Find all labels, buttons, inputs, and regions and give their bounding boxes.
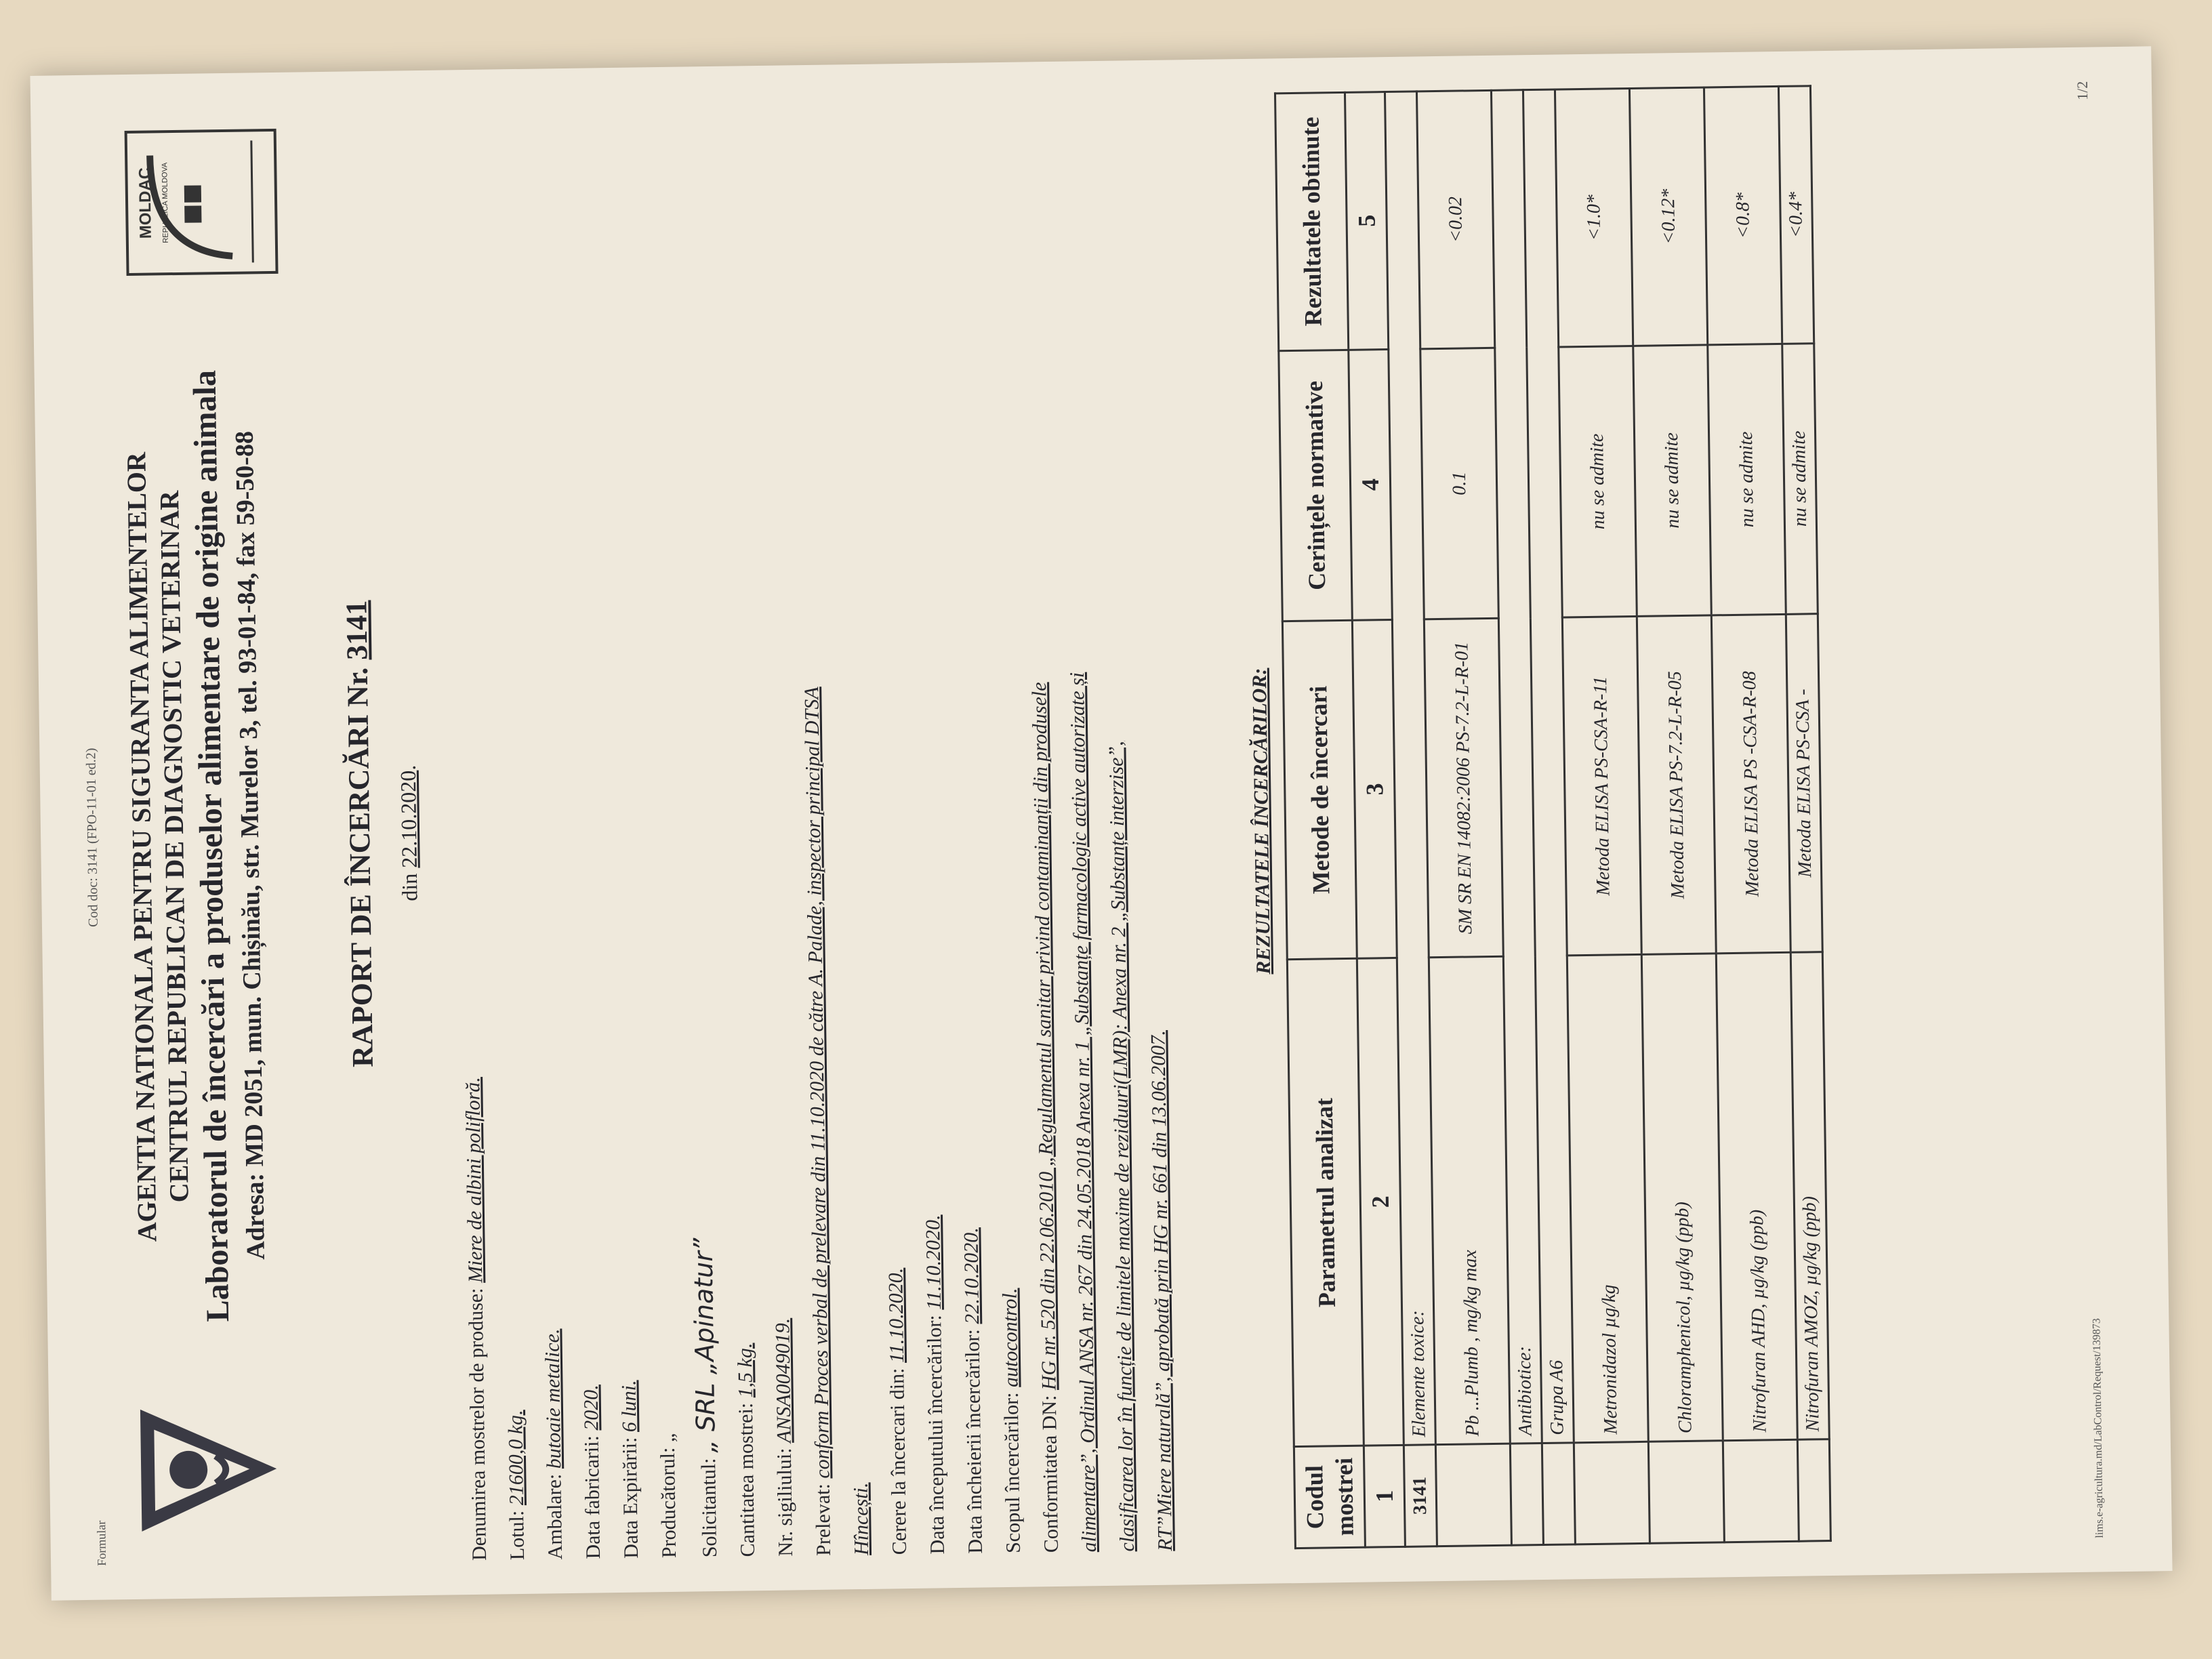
col-number: 4 xyxy=(1349,349,1393,620)
org-center: CENTRUL REPUBLICAN DE DIAGNOSTIC VETERINAR xyxy=(154,490,194,1203)
table-cell: <0.8* xyxy=(1704,86,1782,344)
moldac-accreditation-logo xyxy=(123,127,281,278)
field-label: Cerere la încercari din: xyxy=(886,1368,912,1555)
org-laboratory: Laboratorul de încercări a produselor alimentare de origine animala xyxy=(186,369,237,1322)
col-header: Metode de încercari xyxy=(1282,620,1357,960)
table-cell xyxy=(1542,1443,1575,1545)
table-cell xyxy=(1797,1439,1830,1542)
field-value: HG nr. 520 din 22.06.2010 „Regulamentul sanitar privind contaminanții din produsele xyxy=(1028,682,1061,1391)
field-label: Prelevat: xyxy=(811,1483,836,1557)
report-title-text: RAPORT DE ÎNCERCĂRI Nr. xyxy=(340,667,380,1068)
footer-url: lims.e-agricultura.md/LabControl/Request/139873 xyxy=(2091,1318,2106,1538)
field-value: ANSA0049019. xyxy=(771,1317,796,1443)
group-label: Grupa A6 xyxy=(1523,89,1574,1443)
field-label: Data începutului încercărilor: xyxy=(923,1315,949,1555)
table-cell: nu se admite xyxy=(1708,344,1786,615)
field-label: Nr. sigiliului: xyxy=(773,1448,798,1557)
field-value: 11.10.2020. xyxy=(922,1214,945,1311)
page-number: 1/2 xyxy=(2073,81,2091,100)
col-header: Rezultatele obtinute xyxy=(1275,92,1348,350)
moldac-logo-text: MOLDAC xyxy=(136,167,155,239)
field-label: Conformitatea DN: xyxy=(1038,1395,1063,1553)
table-cell: Nitrofuran AHD, µg/kg (ppb) xyxy=(1716,953,1797,1441)
field-value: autocontrol. xyxy=(998,1288,1023,1388)
col-number: 1 xyxy=(1364,1445,1405,1547)
table-cell: <0.02 xyxy=(1416,90,1494,348)
report-page xyxy=(75,81,2128,1566)
field-label: Denumirea mostrelor de produse: xyxy=(464,1288,491,1561)
table-cell: Metronidazol µg/kg xyxy=(1567,955,1648,1443)
report-title xyxy=(332,105,387,1563)
col-number: 3 xyxy=(1352,620,1397,959)
field-value: „ xyxy=(656,1433,679,1443)
field-label: Scopul încercărilor: xyxy=(1000,1392,1025,1554)
col-number: 2 xyxy=(1357,958,1404,1446)
field-value: Miere de albini polifloră. xyxy=(462,1077,487,1284)
table-cell: Pb ...Plumb , mg/kg max xyxy=(1429,956,1510,1444)
table-cell: Metoda ELISA PS-CSA - xyxy=(1786,614,1822,953)
report-number: 3141 xyxy=(340,600,374,661)
field-label: Data fabricarii: xyxy=(580,1435,605,1559)
group-label: Elemente toxice: xyxy=(1385,91,1435,1445)
field-value: butoaie metalice. xyxy=(541,1328,566,1469)
field-label: Data încheierii încercărilor: xyxy=(961,1329,987,1554)
field-label: Lotul: xyxy=(506,1510,529,1561)
field-value: alimentare”, Ordinul ANSA nr. 267 din 24.05.2018 Anexa nr. 1 „Substanțe farmacologic active autorizate și xyxy=(1065,672,1101,1553)
table-cell xyxy=(1648,1441,1724,1543)
col-header: Codul mostrei xyxy=(1294,1446,1365,1548)
field-value: Hîncești. xyxy=(849,1482,874,1556)
field-label: Cantitatea mostrei: xyxy=(734,1402,760,1557)
moldac-logo-sub: REPUBLICA MOLDOVA xyxy=(161,162,170,243)
col-number: 5 xyxy=(1345,92,1388,350)
field-value: conform Proces verbal de prelevare din 11.10.2020 de către A. Palade, inspector principal DTSA xyxy=(800,687,834,1479)
table-cell: nu se admite xyxy=(1633,345,1712,617)
table-cell: Metoda ELISA PS-CSA-R-11 xyxy=(1562,616,1641,956)
table-cell xyxy=(1574,1441,1650,1544)
col-header: Parametrul analizat xyxy=(1287,958,1364,1446)
header-doc-code: Cod doc: 3141 (FPO-11-01 ed.2) xyxy=(83,747,101,928)
table-cell xyxy=(1435,1443,1511,1546)
field-label: Data Expirării: xyxy=(618,1437,643,1559)
header-left: Formular xyxy=(94,1520,109,1566)
table-cell: SM SR EN 14082:2006 PS-7.2-L-R-01 xyxy=(1424,618,1503,958)
table-cell xyxy=(1723,1439,1799,1542)
field-value: RT”Miere naturală”, aprobată prin HG nr. 661 din 13.06.2007. xyxy=(1147,1029,1176,1552)
sample-code: 3141 xyxy=(1404,1445,1437,1547)
field-value: 21600,0 kg. xyxy=(504,1410,528,1506)
ansa-logo-icon xyxy=(134,1401,285,1538)
table-cell: Metoda ELISA PS-7.2-L-R-05 xyxy=(1637,615,1716,955)
paper-sheet xyxy=(30,46,2172,1600)
table-cell: <0.4* xyxy=(1778,86,1814,344)
field-value-handwritten: „ SRL „Apinatur” xyxy=(688,1237,721,1454)
field-value: 6 luni. xyxy=(617,1380,641,1433)
field-value: 22.10.2020. xyxy=(960,1227,984,1324)
col-header: Cerințele normative xyxy=(1279,350,1353,621)
org-address: Adresa: MD 2051, mun. Chișinău, str. Murelor 3, tel. 93-01-84, fax 59-50-88 xyxy=(230,430,270,1261)
table-cell: Chloramphenicol, µg/kg (ppb) xyxy=(1641,954,1723,1441)
report-date-prefix: din xyxy=(396,873,422,901)
field-value: clasificarea lor în funcție de limitele maxime de reziduuri(LMR): Anexa nr. 2 „Substanțe interzise”, xyxy=(1105,741,1139,1552)
results-title: REZULTATELE ÎNCERCĂRILOR: xyxy=(1248,668,1275,975)
field-value: 11.10.2020. xyxy=(884,1267,909,1364)
report-date-line xyxy=(386,104,432,1561)
report-fields xyxy=(441,94,1185,1561)
field-value: 1,5 kg. xyxy=(733,1343,757,1398)
field-label: Ambalare: xyxy=(543,1473,567,1560)
table-cell: <1.0* xyxy=(1555,89,1633,347)
org-agency: AGENTIA NATIONALA PENTRU SIGURANTA ALIMENTELOR xyxy=(121,451,163,1242)
table-cell: Metoda ELISA PS -CSA-R-08 xyxy=(1711,614,1790,954)
table-cell: nu se admite xyxy=(1559,346,1637,617)
group-label: Antibiotice: xyxy=(1491,90,1542,1443)
field-value: 2020. xyxy=(579,1384,603,1431)
results-table xyxy=(1274,85,1832,1549)
table-cell: <0.12* xyxy=(1629,87,1707,346)
field-label: Producătorul: xyxy=(656,1447,681,1559)
table-cell: Nitrofuran AMOZ, µg/kg (ppb) xyxy=(1790,952,1829,1439)
table-cell: 0.1 xyxy=(1420,348,1499,619)
table-cell: nu se admite xyxy=(1782,343,1818,614)
organization-block xyxy=(118,303,275,1389)
report-date: 22.10.2020 xyxy=(395,770,422,869)
field-label: Solicitantul: xyxy=(697,1458,722,1558)
report-date-suffix: . xyxy=(395,764,420,771)
table-cell xyxy=(1510,1443,1543,1546)
